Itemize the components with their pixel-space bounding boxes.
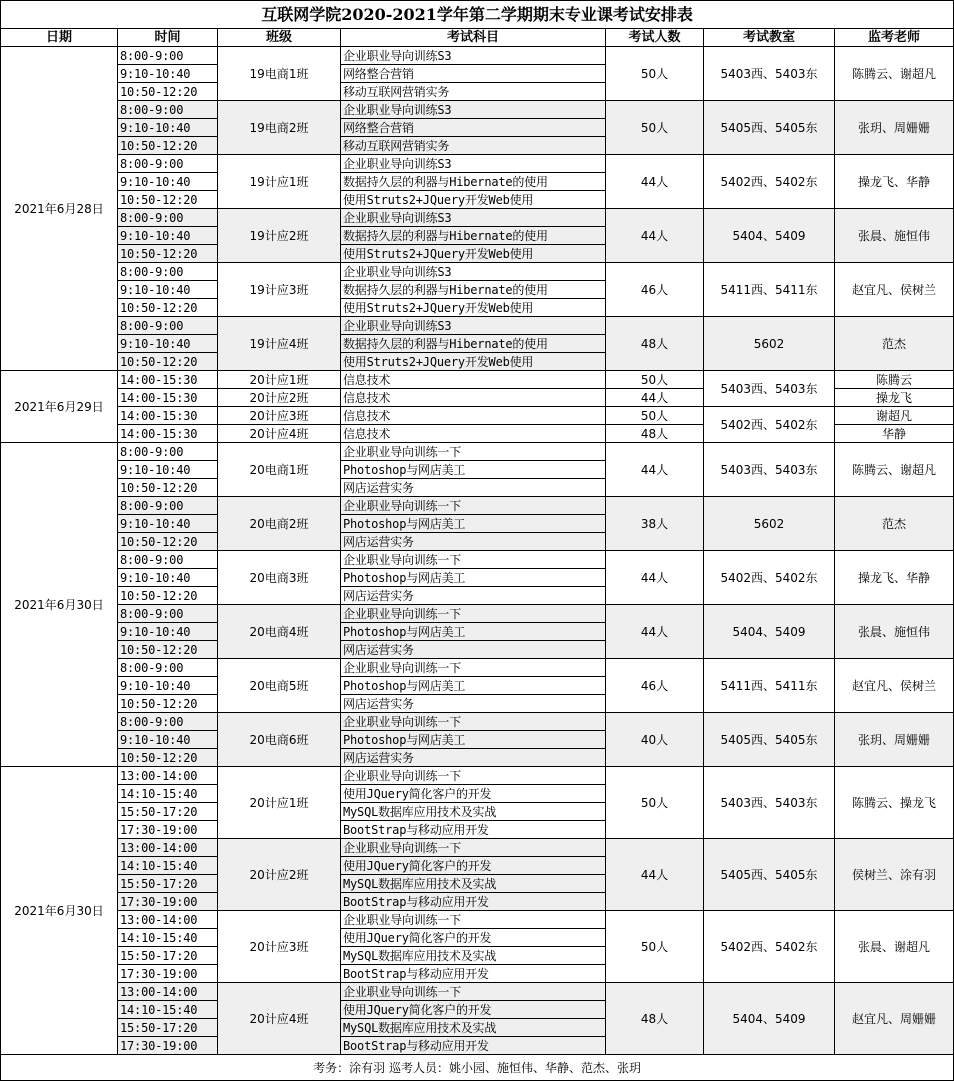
time-cell: 9:10-10:40 <box>118 731 218 749</box>
subject-cell: 移动互联网营销实务 <box>341 83 606 101</box>
class-cell: 20电商3班 <box>218 551 341 605</box>
table-row <box>1 371 954 389</box>
count-cell: 44人 <box>606 551 704 605</box>
count-cell: 50人 <box>606 911 704 983</box>
time-cell: 9:10-10:40 <box>118 119 218 137</box>
room-cell: 5405西、5405东 <box>704 713 835 767</box>
time-cell: 14:00-15:30 <box>118 407 218 425</box>
header-date: 日期 <box>1 29 118 47</box>
time-cell: 8:00-9:00 <box>118 209 218 227</box>
time-cell: 10:50-12:20 <box>118 695 218 713</box>
time-cell: 8:00-9:00 <box>118 155 218 173</box>
room-cell: 5402西、5402东 <box>704 911 835 983</box>
time-cell: 8:00-9:00 <box>118 713 218 731</box>
subject-cell: Photoshop与网店美工 <box>341 461 606 479</box>
teacher-cell: 范杰 <box>835 497 954 551</box>
subject-cell: 企业职业导向训练一下 <box>341 551 606 569</box>
subject-cell: 使用JQuery简化客户的开发 <box>341 929 606 947</box>
class-cell: 20电商1班 <box>218 443 341 497</box>
time-cell: 9:10-10:40 <box>118 173 218 191</box>
time-cell: 17:30-19:00 <box>118 893 218 911</box>
subject-cell: 信息技术 <box>341 389 606 407</box>
time-cell: 10:50-12:20 <box>118 641 218 659</box>
subject-cell: Photoshop与网店美工 <box>341 569 606 587</box>
time-cell: 9:10-10:40 <box>118 335 218 353</box>
class-cell: 20计应2班 <box>218 839 341 911</box>
class-cell: 19电商1班 <box>218 47 341 101</box>
subject-cell: 网店运营实务 <box>341 749 606 767</box>
table-row <box>1 209 954 227</box>
table-row <box>1 839 954 857</box>
header-time: 时间 <box>118 29 218 47</box>
header-subject: 考试科目 <box>341 29 606 47</box>
table-row <box>1 155 954 173</box>
count-cell: 50人 <box>606 767 704 839</box>
class-cell: 20计应1班 <box>218 767 341 839</box>
time-cell: 8:00-9:00 <box>118 605 218 623</box>
room-cell: 5403西、5403东 <box>704 47 835 101</box>
table-row <box>1 713 954 731</box>
table-row <box>1 659 954 677</box>
teacher-cell: 华静 <box>835 425 954 443</box>
class-cell: 20计应2班 <box>218 389 341 407</box>
date-cell: 2021年6月28日 <box>1 47 118 371</box>
room-cell: 5403西、5403东 <box>704 443 835 497</box>
time-cell: 10:50-12:20 <box>118 191 218 209</box>
class-cell: 19计应3班 <box>218 263 341 317</box>
count-cell: 44人 <box>606 209 704 263</box>
count-cell: 44人 <box>606 839 704 911</box>
time-cell: 10:50-12:20 <box>118 83 218 101</box>
subject-cell: 企业职业导向训练S3 <box>341 317 606 335</box>
time-cell: 8:00-9:00 <box>118 47 218 65</box>
subject-cell: 网店运营实务 <box>341 587 606 605</box>
count-cell: 44人 <box>606 443 704 497</box>
time-cell: 15:50-17:20 <box>118 1019 218 1037</box>
table-row <box>1 551 954 569</box>
teacher-cell: 赵宜凡、侯树兰 <box>835 659 954 713</box>
time-cell: 9:10-10:40 <box>118 623 218 641</box>
table-row <box>1 47 954 65</box>
subject-cell: 企业职业导向训练一下 <box>341 911 606 929</box>
count-cell: 44人 <box>606 389 704 407</box>
time-cell: 15:50-17:20 <box>118 875 218 893</box>
time-cell: 8:00-9:00 <box>118 659 218 677</box>
header-room: 考试教室 <box>704 29 835 47</box>
subject-cell: 网店运营实务 <box>341 533 606 551</box>
subject-cell: MySQL数据库应用技术及实战 <box>341 803 606 821</box>
time-cell: 10:50-12:20 <box>118 587 218 605</box>
teacher-cell: 陈腾云 <box>835 371 954 389</box>
header-teacher: 监考老师 <box>835 29 954 47</box>
count-cell: 50人 <box>606 371 704 389</box>
teacher-cell: 陈腾云、操龙飞 <box>835 767 954 839</box>
subject-cell: 企业职业导向训练一下 <box>341 767 606 785</box>
subject-cell: 使用JQuery简化客户的开发 <box>341 785 606 803</box>
subject-cell: 网店运营实务 <box>341 695 606 713</box>
subject-cell: 企业职业导向训练一下 <box>341 713 606 731</box>
time-cell: 10:50-12:20 <box>118 353 218 371</box>
count-cell: 48人 <box>606 425 704 443</box>
subject-cell: BootStrap与移动应用开发 <box>341 1037 606 1055</box>
sheet-title: 互联网学院2020-2021学年第二学期期末专业课考试安排表 <box>1 1 954 29</box>
room-cell: 5402西、5402东 <box>704 551 835 605</box>
subject-cell: 企业职业导向训练S3 <box>341 155 606 173</box>
time-cell: 14:00-15:30 <box>118 389 218 407</box>
teacher-cell: 赵宜凡、侯树兰 <box>835 263 954 317</box>
time-cell: 8:00-9:00 <box>118 443 218 461</box>
count-cell: 48人 <box>606 317 704 371</box>
subject-cell: BootStrap与移动应用开发 <box>341 821 606 839</box>
table-row <box>1 407 954 425</box>
teacher-cell: 操龙飞、华静 <box>835 155 954 209</box>
subject-cell: 网络整合营销 <box>341 65 606 83</box>
time-cell: 17:30-19:00 <box>118 1037 218 1055</box>
time-cell: 13:00-14:00 <box>118 983 218 1001</box>
subject-cell: 数据持久层的利器与Hibernate的使用 <box>341 173 606 191</box>
date-cell: 2021年6月30日 <box>1 767 118 1055</box>
table-row <box>1 497 954 515</box>
count-cell: 46人 <box>606 263 704 317</box>
subject-cell: 企业职业导向训练一下 <box>341 659 606 677</box>
teacher-cell: 张晨、施恒伟 <box>835 605 954 659</box>
teacher-cell: 操龙飞、华静 <box>835 551 954 605</box>
count-cell: 50人 <box>606 407 704 425</box>
time-cell: 10:50-12:20 <box>118 479 218 497</box>
count-cell: 40人 <box>606 713 704 767</box>
table-row <box>1 263 954 281</box>
room-cell: 5403西、5403东 <box>704 767 835 839</box>
table-row <box>1 443 954 461</box>
footer-row <box>1 1055 954 1081</box>
count-cell: 48人 <box>606 983 704 1055</box>
room-cell: 5404、5409 <box>704 209 835 263</box>
room-cell: 5602 <box>704 497 835 551</box>
time-cell: 15:50-17:20 <box>118 803 218 821</box>
time-cell: 8:00-9:00 <box>118 101 218 119</box>
time-cell: 9:10-10:40 <box>118 461 218 479</box>
table-row <box>1 767 954 785</box>
time-cell: 10:50-12:20 <box>118 533 218 551</box>
room-cell: 5411西、5411东 <box>704 263 835 317</box>
time-cell: 14:10-15:40 <box>118 785 218 803</box>
time-cell: 8:00-9:00 <box>118 551 218 569</box>
time-cell: 9:10-10:40 <box>118 281 218 299</box>
room-cell: 5405西、5405东 <box>704 839 835 911</box>
room-cell: 5404、5409 <box>704 983 835 1055</box>
table-row <box>1 983 954 1001</box>
count-cell: 46人 <box>606 659 704 713</box>
subject-cell: 企业职业导向训练S3 <box>341 101 606 119</box>
subject-cell: MySQL数据库应用技术及实战 <box>341 1019 606 1037</box>
class-cell: 19计应2班 <box>218 209 341 263</box>
room-cell: 5602 <box>704 317 835 371</box>
subject-cell: 信息技术 <box>341 371 606 389</box>
time-cell: 14:10-15:40 <box>118 857 218 875</box>
date-cell: 2021年6月29日 <box>1 371 118 443</box>
teacher-cell: 陈腾云、谢超凡 <box>835 443 954 497</box>
class-cell: 20电商6班 <box>218 713 341 767</box>
subject-cell: 企业职业导向训练一下 <box>341 497 606 515</box>
subject-cell: 使用Struts2+JQuery开发Web使用 <box>341 245 606 263</box>
teacher-cell: 张玥、周姗姗 <box>835 713 954 767</box>
class-cell: 19计应4班 <box>218 317 341 371</box>
subject-cell: 使用Struts2+JQuery开发Web使用 <box>341 353 606 371</box>
time-cell: 13:00-14:00 <box>118 911 218 929</box>
time-cell: 14:00-15:30 <box>118 425 218 443</box>
staff-footer: 考务：涂有羽 巡考人员：姚小园、施恒伟、华静、范杰、张玥 <box>1 1055 954 1081</box>
time-cell: 14:00-15:30 <box>118 371 218 389</box>
subject-cell: 数据持久层的利器与Hibernate的使用 <box>341 281 606 299</box>
subject-cell: MySQL数据库应用技术及实战 <box>341 947 606 965</box>
class-cell: 20计应3班 <box>218 911 341 983</box>
teacher-cell: 侯树兰、涂有羽 <box>835 839 954 911</box>
class-cell: 20电商2班 <box>218 497 341 551</box>
subject-cell: 信息技术 <box>341 407 606 425</box>
time-cell: 9:10-10:40 <box>118 677 218 695</box>
teacher-cell: 范杰 <box>835 317 954 371</box>
time-cell: 17:30-19:00 <box>118 821 218 839</box>
time-cell: 8:00-9:00 <box>118 497 218 515</box>
subject-cell: 网店运营实务 <box>341 479 606 497</box>
class-cell: 19计应1班 <box>218 155 341 209</box>
subject-cell: BootStrap与移动应用开发 <box>341 965 606 983</box>
time-cell: 9:10-10:40 <box>118 569 218 587</box>
table-row <box>1 317 954 335</box>
time-cell: 8:00-9:00 <box>118 317 218 335</box>
teacher-cell: 赵宜凡、周姗姗 <box>835 983 954 1055</box>
class-cell: 20计应4班 <box>218 425 341 443</box>
class-cell: 20计应3班 <box>218 407 341 425</box>
table-row <box>1 101 954 119</box>
title-row <box>1 1 954 29</box>
time-cell: 9:10-10:40 <box>118 515 218 533</box>
time-cell: 8:00-9:00 <box>118 263 218 281</box>
room-cell: 5403西、5403东 <box>704 371 835 407</box>
header-class: 班级 <box>218 29 341 47</box>
class-cell: 19电商2班 <box>218 101 341 155</box>
subject-cell: 企业职业导向训练S3 <box>341 263 606 281</box>
subject-cell: Photoshop与网店美工 <box>341 677 606 695</box>
time-cell: 13:00-14:00 <box>118 839 218 857</box>
time-cell: 13:00-14:00 <box>118 767 218 785</box>
subject-cell: MySQL数据库应用技术及实战 <box>341 875 606 893</box>
time-cell: 10:50-12:20 <box>118 299 218 317</box>
subject-cell: Photoshop与网店美工 <box>341 623 606 641</box>
class-cell: 20电商5班 <box>218 659 341 713</box>
header-count: 考试人数 <box>606 29 704 47</box>
time-cell: 15:50-17:20 <box>118 947 218 965</box>
teacher-cell: 陈腾云、谢超凡 <box>835 47 954 101</box>
count-cell: 50人 <box>606 101 704 155</box>
teacher-cell: 张晨、施恒伟 <box>835 209 954 263</box>
header-row <box>1 29 954 47</box>
room-cell: 5411西、5411东 <box>704 659 835 713</box>
teacher-cell: 操龙飞 <box>835 389 954 407</box>
room-cell: 5402西、5402东 <box>704 407 835 443</box>
time-cell: 17:30-19:00 <box>118 965 218 983</box>
class-cell: 20电商4班 <box>218 605 341 659</box>
time-cell: 10:50-12:20 <box>118 749 218 767</box>
count-cell: 50人 <box>606 47 704 101</box>
count-cell: 38人 <box>606 497 704 551</box>
subject-cell: 数据持久层的利器与Hibernate的使用 <box>341 227 606 245</box>
subject-cell: 企业职业导向训练一下 <box>341 983 606 1001</box>
teacher-cell: 谢超凡 <box>835 407 954 425</box>
subject-cell: Photoshop与网店美工 <box>341 731 606 749</box>
time-cell: 10:50-12:20 <box>118 137 218 155</box>
subject-cell: 企业职业导向训练一下 <box>341 443 606 461</box>
time-cell: 10:50-12:20 <box>118 245 218 263</box>
subject-cell: 使用JQuery简化客户的开发 <box>341 1001 606 1019</box>
time-cell: 9:10-10:40 <box>118 227 218 245</box>
room-cell: 5402西、5402东 <box>704 155 835 209</box>
subject-cell: BootStrap与移动应用开发 <box>341 893 606 911</box>
time-cell: 14:10-15:40 <box>118 929 218 947</box>
table-row <box>1 911 954 929</box>
subject-cell: 移动互联网营销实务 <box>341 137 606 155</box>
subject-cell: 使用Struts2+JQuery开发Web使用 <box>341 299 606 317</box>
teacher-cell: 张晨、谢超凡 <box>835 911 954 983</box>
subject-cell: 使用Struts2+JQuery开发Web使用 <box>341 191 606 209</box>
count-cell: 44人 <box>606 605 704 659</box>
subject-cell: 企业职业导向训练S3 <box>341 209 606 227</box>
subject-cell: 数据持久层的利器与Hibernate的使用 <box>341 335 606 353</box>
subject-cell: 网店运营实务 <box>341 641 606 659</box>
time-cell: 14:10-15:40 <box>118 1001 218 1019</box>
subject-cell: 信息技术 <box>341 425 606 443</box>
subject-cell: 使用JQuery简化客户的开发 <box>341 857 606 875</box>
subject-cell: 企业职业导向训练一下 <box>341 605 606 623</box>
date-cell: 2021年6月30日 <box>1 443 118 767</box>
subject-cell: 企业职业导向训练S3 <box>341 47 606 65</box>
subject-cell: 企业职业导向训练一下 <box>341 839 606 857</box>
teacher-cell: 张玥、周姗姗 <box>835 101 954 155</box>
count-cell: 44人 <box>606 155 704 209</box>
class-cell: 20计应1班 <box>218 371 341 389</box>
class-cell: 20计应4班 <box>218 983 341 1055</box>
time-cell: 9:10-10:40 <box>118 65 218 83</box>
subject-cell: 网络整合营销 <box>341 119 606 137</box>
room-cell: 5404、5409 <box>704 605 835 659</box>
room-cell: 5405西、5405东 <box>704 101 835 155</box>
subject-cell: Photoshop与网店美工 <box>341 515 606 533</box>
table-row <box>1 605 954 623</box>
